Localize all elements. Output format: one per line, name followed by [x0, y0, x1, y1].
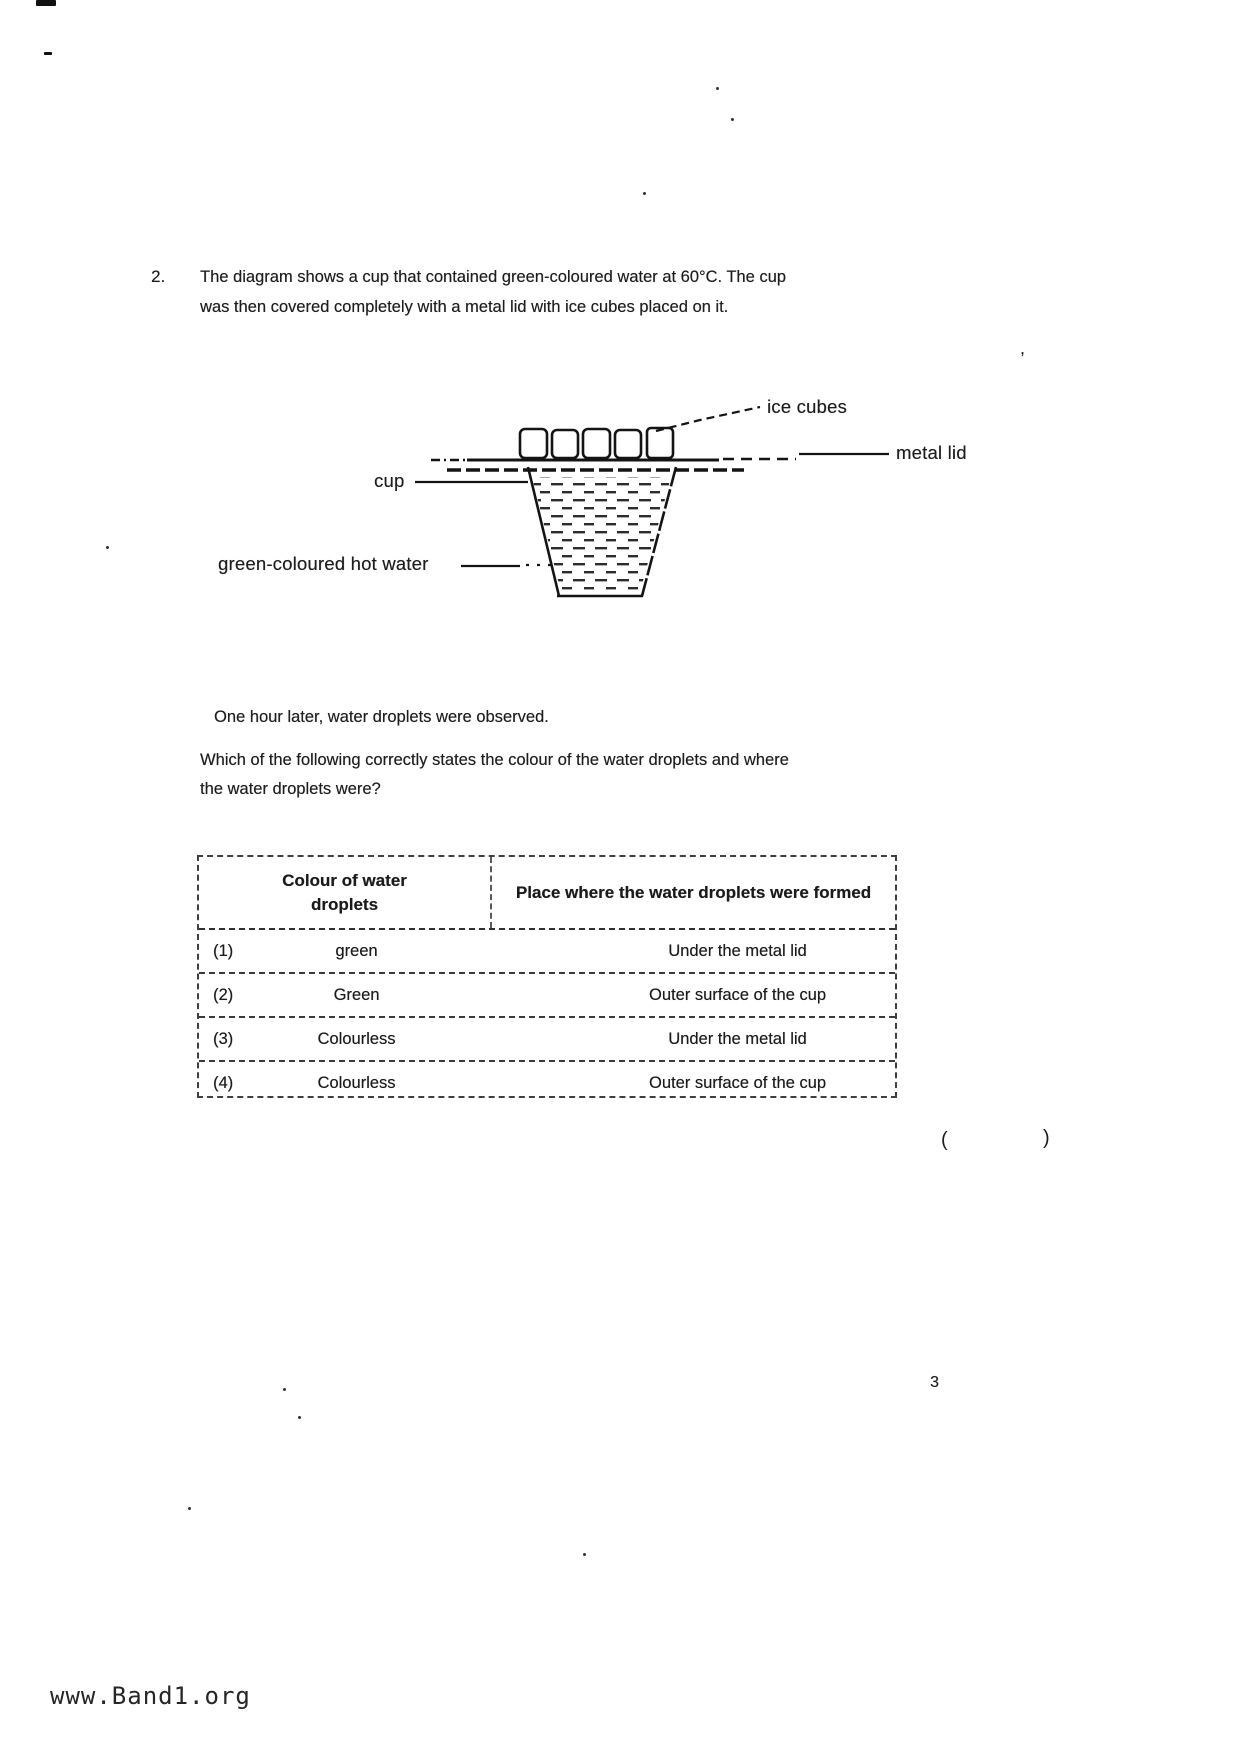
option-place: Under the metal lid [668, 1029, 807, 1048]
table-header-row [199, 857, 895, 930]
answer-bracket-open: ( [941, 1129, 948, 1151]
answer-bracket-close: ) [1043, 1127, 1050, 1149]
scan-speck [283, 1388, 286, 1391]
option-number: (1) [213, 941, 234, 960]
scan-speck [44, 52, 52, 55]
ice-cubes-group [520, 428, 673, 458]
table-row-option-2 [199, 974, 895, 1018]
page-number: 3 [930, 1374, 939, 1391]
scan-speck [188, 1507, 191, 1510]
ice-cube [520, 429, 547, 458]
watermark-url: www.Band1.org [50, 1682, 251, 1710]
scan-speck [36, 0, 56, 6]
scan-speck [731, 118, 734, 121]
ice-cube [615, 430, 641, 458]
scan-speck [298, 1416, 301, 1419]
option-number: (3) [213, 1029, 234, 1048]
ice-cube [583, 429, 610, 458]
option-colour: green [335, 941, 378, 960]
question-text-line2: was then covered completely with a metal lid with ice cubes placed on it. [200, 298, 729, 316]
cup-label: cup [374, 470, 405, 491]
header-cell-colour [199, 857, 492, 928]
question-text-line1: The diagram shows a cup that contained green-coloured water at 60°C. The cup [200, 268, 786, 286]
scan-speck [583, 1553, 586, 1556]
option-number: (2) [213, 985, 234, 1004]
ice-cube [552, 430, 578, 458]
option-place: Under the metal lid [668, 941, 807, 960]
scan-speck [106, 546, 109, 549]
option-place: Outer surface of the cup [648, 985, 826, 1004]
option-colour: Colourless [317, 1029, 396, 1048]
prompt-text-line2: the water droplets were? [200, 780, 381, 798]
table-row-option-3 [199, 1018, 895, 1062]
ice-cube [647, 428, 673, 458]
option-colour: Colourless [317, 1073, 396, 1092]
water-hatching [532, 477, 671, 592]
metal-lid-lines [431, 454, 889, 470]
hot-water-label: green-coloured hot water [218, 553, 429, 574]
ice-cubes-label: ice cubes [767, 396, 847, 417]
header-cell-place [492, 857, 895, 928]
header-colour-label: Colour of water droplets [282, 870, 407, 914]
water-label-line [461, 565, 552, 566]
observation-text: One hour later, water droplets were observed. [214, 708, 549, 726]
scan-speck [643, 192, 646, 195]
option-number: (4) [213, 1073, 234, 1092]
option-place: Outer surface of the cup [648, 1073, 826, 1092]
table-row-option-1 [199, 930, 895, 974]
scan-speck [716, 87, 719, 90]
metal-lid-label: metal lid [896, 442, 967, 463]
table-row-option-4 [199, 1062, 895, 1104]
cup-outline [528, 467, 676, 596]
question-number: 2. [151, 267, 166, 286]
option-colour: Green [333, 985, 380, 1004]
scan-mark-comma: , [1020, 338, 1026, 358]
header-place-label: Place where the water droplets were formed [515, 882, 872, 902]
answer-options-table [197, 855, 897, 1098]
prompt-text-line1: Which of the following correctly states the colour of the water droplets and where [200, 751, 789, 769]
ice-cubes-leader-line [656, 407, 760, 431]
